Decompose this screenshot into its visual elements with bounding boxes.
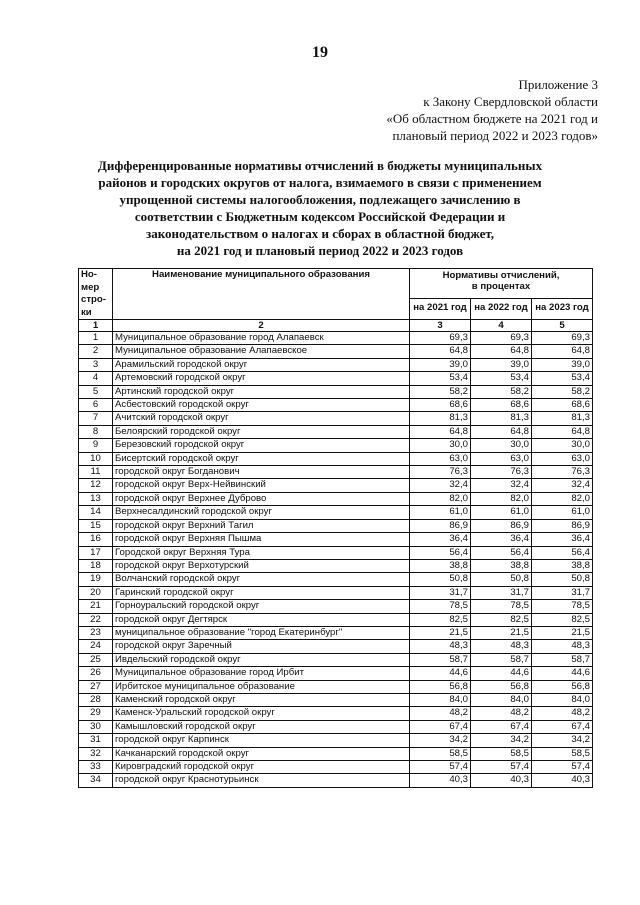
rate-2021-cell: 48,2: [410, 707, 471, 720]
table-row: [79, 559, 593, 572]
page-number: 19: [312, 44, 328, 61]
table-row: [79, 439, 593, 452]
appendix-note: [386, 76, 598, 144]
rate-2023-cell: 40,3: [532, 774, 593, 787]
table-row: [79, 640, 593, 653]
rate-2022-cell: 38,8: [471, 559, 532, 572]
rate-2022-cell: 21,5: [471, 626, 532, 639]
row-number-cell: 20: [79, 586, 113, 599]
rate-2021-cell: 39,0: [410, 358, 471, 371]
row-number-cell: 8: [79, 425, 113, 438]
table-row: [79, 693, 593, 706]
municipality-name-cell: Городской округ Верхняя Тура: [113, 546, 410, 559]
rate-2022-cell: 67,4: [471, 720, 532, 733]
municipality-name-cell: Асбестовский городской округ: [113, 399, 410, 412]
rate-2023-cell: 34,2: [532, 734, 593, 747]
row-number-cell: 32: [79, 747, 113, 760]
header-num-line-2: мер: [81, 281, 100, 293]
row-number-cell: 25: [79, 653, 113, 666]
table-row: [79, 734, 593, 747]
row-number-cell: 17: [79, 546, 113, 559]
row-number-cell: 3: [79, 358, 113, 371]
row-number-cell: 22: [79, 613, 113, 626]
rate-2023-cell: 86,9: [532, 519, 593, 532]
table-row: [79, 519, 593, 532]
rate-2021-cell: 86,9: [410, 519, 471, 532]
title-line-5: законодательством о налогах и сборах в областной бюджет,: [145, 226, 495, 241]
municipality-name-cell: муниципальное образование "город Екатеринбург": [113, 626, 410, 639]
rate-2023-cell: 58,2: [532, 385, 593, 398]
rate-2023-cell: 61,0: [532, 506, 593, 519]
row-number-cell: 18: [79, 559, 113, 572]
rate-2022-cell: 61,0: [471, 506, 532, 519]
rate-2023-cell: 64,8: [532, 345, 593, 358]
rate-2022-cell: 81,3: [471, 412, 532, 425]
rate-2023-cell: 53,4: [532, 372, 593, 385]
rate-2023-cell: 58,7: [532, 653, 593, 666]
row-number-cell: 14: [79, 506, 113, 519]
rate-2022-cell: 53,4: [471, 372, 532, 385]
rate-2023-cell: 57,4: [532, 761, 593, 774]
column-index-1: 1: [79, 320, 113, 332]
rate-2021-cell: 50,8: [410, 573, 471, 586]
table-row: [79, 399, 593, 412]
rate-2023-cell: 56,4: [532, 546, 593, 559]
rate-2022-cell: 64,8: [471, 425, 532, 438]
title-line-2: районов и городских округов от налога, взимаемого в связи с применением: [98, 175, 542, 190]
row-number-cell: 13: [79, 492, 113, 505]
header-row-number: [79, 269, 113, 320]
municipality-name-cell: Ачитский городской округ: [113, 412, 410, 425]
rate-2023-cell: 68,6: [532, 399, 593, 412]
rate-2023-cell: 81,3: [532, 412, 593, 425]
row-number-cell: 2: [79, 345, 113, 358]
title-line-3: упрощенной системы налогообложения, подлежащего зачислению в: [119, 192, 521, 207]
row-number-cell: 24: [79, 640, 113, 653]
municipality-name-cell: Кировградский городской округ: [113, 761, 410, 774]
table-row: [79, 613, 593, 626]
header-year-2023: на 2023 год: [532, 298, 593, 319]
table-row: [79, 573, 593, 586]
municipality-name-cell: городской округ Верх-Нейвинский: [113, 479, 410, 492]
row-number-cell: 7: [79, 412, 113, 425]
table-row: [79, 707, 593, 720]
rate-2023-cell: 67,4: [532, 720, 593, 733]
column-index-4: 4: [471, 320, 532, 332]
rate-2021-cell: 48,3: [410, 640, 471, 653]
rate-2022-cell: 58,7: [471, 653, 532, 666]
rate-2023-cell: 69,3: [532, 332, 593, 345]
rate-2023-cell: 48,3: [532, 640, 593, 653]
rate-2023-cell: 30,0: [532, 439, 593, 452]
municipality-name-cell: Каменск-Уральский городской округ: [113, 707, 410, 720]
rate-2022-cell: 69,3: [471, 332, 532, 345]
table-row: [79, 653, 593, 666]
rate-2023-cell: 82,0: [532, 492, 593, 505]
rate-2021-cell: 53,4: [410, 372, 471, 385]
rate-2022-cell: 56,4: [471, 546, 532, 559]
rate-2021-cell: 34,2: [410, 734, 471, 747]
municipality-name-cell: Верхнесалдинский городской округ: [113, 506, 410, 519]
rate-2021-cell: 58,7: [410, 653, 471, 666]
header-num-line-3: стро-: [81, 294, 106, 305]
row-number-cell: 29: [79, 707, 113, 720]
rate-2022-cell: 48,2: [471, 707, 532, 720]
rate-2022-cell: 82,0: [471, 492, 532, 505]
row-number-cell: 23: [79, 626, 113, 639]
municipality-name-cell: Белоярский городской округ: [113, 425, 410, 438]
table-row: [79, 720, 593, 733]
row-number-cell: 16: [79, 533, 113, 546]
rate-2021-cell: 76,3: [410, 466, 471, 479]
title-line-6: на 2021 год и плановый период 2022 и 2023 годов: [176, 243, 464, 258]
rate-2022-cell: 48,3: [471, 640, 532, 653]
row-number-cell: 11: [79, 466, 113, 479]
rate-2022-cell: 86,9: [471, 519, 532, 532]
rate-2023-cell: 58,5: [532, 747, 593, 760]
rate-2021-cell: 57,4: [410, 761, 471, 774]
municipality-name-cell: Артинский городской округ: [113, 385, 410, 398]
row-number-cell: 26: [79, 667, 113, 680]
rate-2021-cell: 78,5: [410, 600, 471, 613]
municipality-name-cell: Муниципальное образование город Алапаевск: [113, 332, 410, 345]
rate-2022-cell: 34,2: [471, 734, 532, 747]
municipality-name-cell: Волчанский городской округ: [113, 573, 410, 586]
rate-2021-cell: 82,0: [410, 492, 471, 505]
appendix-line-4: плановый период 2022 и 2023 годов»: [392, 128, 598, 143]
rate-2022-cell: 50,8: [471, 573, 532, 586]
rate-2023-cell: 32,4: [532, 479, 593, 492]
rate-2023-cell: 50,8: [532, 573, 593, 586]
appendix-line-2: к Закону Свердловской области: [423, 94, 598, 109]
rate-2021-cell: 36,4: [410, 533, 471, 546]
column-index-3: 3: [410, 320, 471, 332]
table-row: [79, 385, 593, 398]
table-row: [79, 667, 593, 680]
municipality-name-cell: городской округ Краснотурьинск: [113, 774, 410, 787]
municipality-name-cell: городской округ Дегтярск: [113, 613, 410, 626]
table-row: [79, 466, 593, 479]
table-row: [79, 345, 593, 358]
row-number-cell: 10: [79, 452, 113, 465]
table-row: [79, 372, 593, 385]
row-number-cell: 4: [79, 372, 113, 385]
row-number-cell: 33: [79, 761, 113, 774]
rate-2022-cell: 57,4: [471, 761, 532, 774]
rate-2021-cell: 61,0: [410, 506, 471, 519]
rate-2022-cell: 63,0: [471, 452, 532, 465]
rate-2021-cell: 58,5: [410, 747, 471, 760]
rate-2021-cell: 44,6: [410, 667, 471, 680]
rate-2023-cell: 82,5: [532, 613, 593, 626]
header-rates: [410, 269, 593, 299]
rate-2021-cell: 67,4: [410, 720, 471, 733]
norms-table: [78, 268, 593, 788]
table-row: [79, 546, 593, 559]
municipality-name-cell: городской округ Заречный: [113, 640, 410, 653]
rate-2022-cell: 58,2: [471, 385, 532, 398]
table-row: [79, 358, 593, 371]
rate-2022-cell: 82,5: [471, 613, 532, 626]
row-number-cell: 31: [79, 734, 113, 747]
rate-2021-cell: 69,3: [410, 332, 471, 345]
row-number-cell: 1: [79, 332, 113, 345]
municipality-name-cell: Артемовский городской округ: [113, 372, 410, 385]
rate-2022-cell: 31,7: [471, 586, 532, 599]
table-body: [79, 332, 593, 788]
rate-2022-cell: 76,3: [471, 466, 532, 479]
municipality-name-cell: городской округ Верхнее Дуброво: [113, 492, 410, 505]
header-municipality-name: Наименование муниципального образования: [113, 269, 410, 320]
row-number-cell: 9: [79, 439, 113, 452]
title-line-1: Дифференцированные нормативы отчислений в бюджеты муниципальных: [97, 158, 543, 173]
row-number-cell: 15: [79, 519, 113, 532]
column-index-2: 2: [113, 320, 410, 332]
row-number-cell: 6: [79, 399, 113, 412]
rate-2022-cell: 30,0: [471, 439, 532, 452]
rate-2023-cell: 56,8: [532, 680, 593, 693]
row-number-cell: 21: [79, 600, 113, 613]
table-row: [79, 412, 593, 425]
municipality-name-cell: Муниципальное образование Алапаевское: [113, 345, 410, 358]
title-line-4: соответствии с Бюджетным кодексом Российской Федерации и: [134, 209, 506, 224]
table-row: [79, 332, 593, 345]
row-number-cell: 27: [79, 680, 113, 693]
municipality-name-cell: Арамильский городской округ: [113, 358, 410, 371]
municipality-name-cell: городской округ Верхний Тагил: [113, 519, 410, 532]
table-row: [79, 747, 593, 760]
municipality-name-cell: Муниципальное образование город Ирбит: [113, 667, 410, 680]
rate-2021-cell: 21,5: [410, 626, 471, 639]
appendix-line-1: Приложение 3: [518, 77, 598, 92]
municipality-name-cell: Бисертский городской округ: [113, 452, 410, 465]
municipality-name-cell: Ивдельский городской округ: [113, 653, 410, 666]
municipality-name-cell: Березовский городской округ: [113, 439, 410, 452]
rate-2022-cell: 32,4: [471, 479, 532, 492]
rate-2023-cell: 44,6: [532, 667, 593, 680]
rate-2022-cell: 78,5: [471, 600, 532, 613]
table-row: [79, 492, 593, 505]
table-row: [79, 680, 593, 693]
header-num-line-1: Но-: [81, 269, 97, 280]
rate-2021-cell: 81,3: [410, 412, 471, 425]
rate-2022-cell: 39,0: [471, 358, 532, 371]
row-number-cell: 19: [79, 573, 113, 586]
table-row: [79, 506, 593, 519]
rate-2021-cell: 64,8: [410, 345, 471, 358]
municipality-name-cell: Камышловский городской округ: [113, 720, 410, 733]
rate-2022-cell: 68,6: [471, 399, 532, 412]
municipality-name-cell: Ирбитское муниципальное образование: [113, 680, 410, 693]
rate-2022-cell: 44,6: [471, 667, 532, 680]
row-number-cell: 28: [79, 693, 113, 706]
rate-2021-cell: 31,7: [410, 586, 471, 599]
row-number-cell: 34: [79, 774, 113, 787]
column-index-5: 5: [532, 320, 593, 332]
rate-2023-cell: 76,3: [532, 466, 593, 479]
rate-2023-cell: 78,5: [532, 600, 593, 613]
header-rates-line-2: в процентах: [471, 281, 531, 292]
table-row: [79, 626, 593, 639]
rate-2023-cell: 64,8: [532, 425, 593, 438]
municipality-name-cell: городской округ Богданович: [113, 466, 410, 479]
table-row: [79, 600, 593, 613]
rate-2021-cell: 56,4: [410, 546, 471, 559]
rate-2021-cell: 38,8: [410, 559, 471, 572]
rate-2023-cell: 31,7: [532, 586, 593, 599]
header-rates-line-1: Нормативы отчислений,: [442, 270, 560, 281]
rate-2022-cell: 36,4: [471, 533, 532, 546]
table-row: [79, 479, 593, 492]
header-year-2022: на 2022 год: [471, 298, 532, 319]
rate-2023-cell: 39,0: [532, 358, 593, 371]
rate-2023-cell: 36,4: [532, 533, 593, 546]
municipality-name-cell: Качканарский городской округ: [113, 747, 410, 760]
rate-2021-cell: 58,2: [410, 385, 471, 398]
rate-2023-cell: 21,5: [532, 626, 593, 639]
rate-2023-cell: 84,0: [532, 693, 593, 706]
row-number-cell: 12: [79, 479, 113, 492]
table-row: [79, 761, 593, 774]
header-year-2021: на 2021 год: [410, 298, 471, 319]
rate-2021-cell: 30,0: [410, 439, 471, 452]
rate-2021-cell: 84,0: [410, 693, 471, 706]
rate-2022-cell: 64,8: [471, 345, 532, 358]
table-row: [79, 452, 593, 465]
rate-2021-cell: 82,5: [410, 613, 471, 626]
rate-2021-cell: 56,8: [410, 680, 471, 693]
table-row: [79, 425, 593, 438]
rate-2021-cell: 63,0: [410, 452, 471, 465]
rate-2021-cell: 32,4: [410, 479, 471, 492]
rate-2022-cell: 40,3: [471, 774, 532, 787]
header-num-line-4: ки: [81, 306, 92, 318]
rate-2023-cell: 38,8: [532, 559, 593, 572]
municipality-name-cell: городской округ Верхняя Пышма: [113, 533, 410, 546]
table-row: [79, 774, 593, 787]
rate-2021-cell: 68,6: [410, 399, 471, 412]
document-title: [80, 157, 560, 259]
municipality-name-cell: Гаринский городской округ: [113, 586, 410, 599]
rate-2022-cell: 84,0: [471, 693, 532, 706]
rate-2022-cell: 56,8: [471, 680, 532, 693]
rate-2021-cell: 64,8: [410, 425, 471, 438]
rate-2021-cell: 40,3: [410, 774, 471, 787]
municipality-name-cell: городской округ Верхотурский: [113, 559, 410, 572]
rate-2023-cell: 63,0: [532, 452, 593, 465]
appendix-line-3: «Об областном бюджете на 2021 год и: [386, 111, 598, 126]
row-number-cell: 30: [79, 720, 113, 733]
table-row: [79, 586, 593, 599]
municipality-name-cell: Каменский городской округ: [113, 693, 410, 706]
row-number-cell: 5: [79, 385, 113, 398]
municipality-name-cell: Горноуральский городской округ: [113, 600, 410, 613]
municipality-name-cell: городской округ Карпинск: [113, 734, 410, 747]
rate-2023-cell: 48,2: [532, 707, 593, 720]
rate-2022-cell: 58,5: [471, 747, 532, 760]
table-row: [79, 533, 593, 546]
